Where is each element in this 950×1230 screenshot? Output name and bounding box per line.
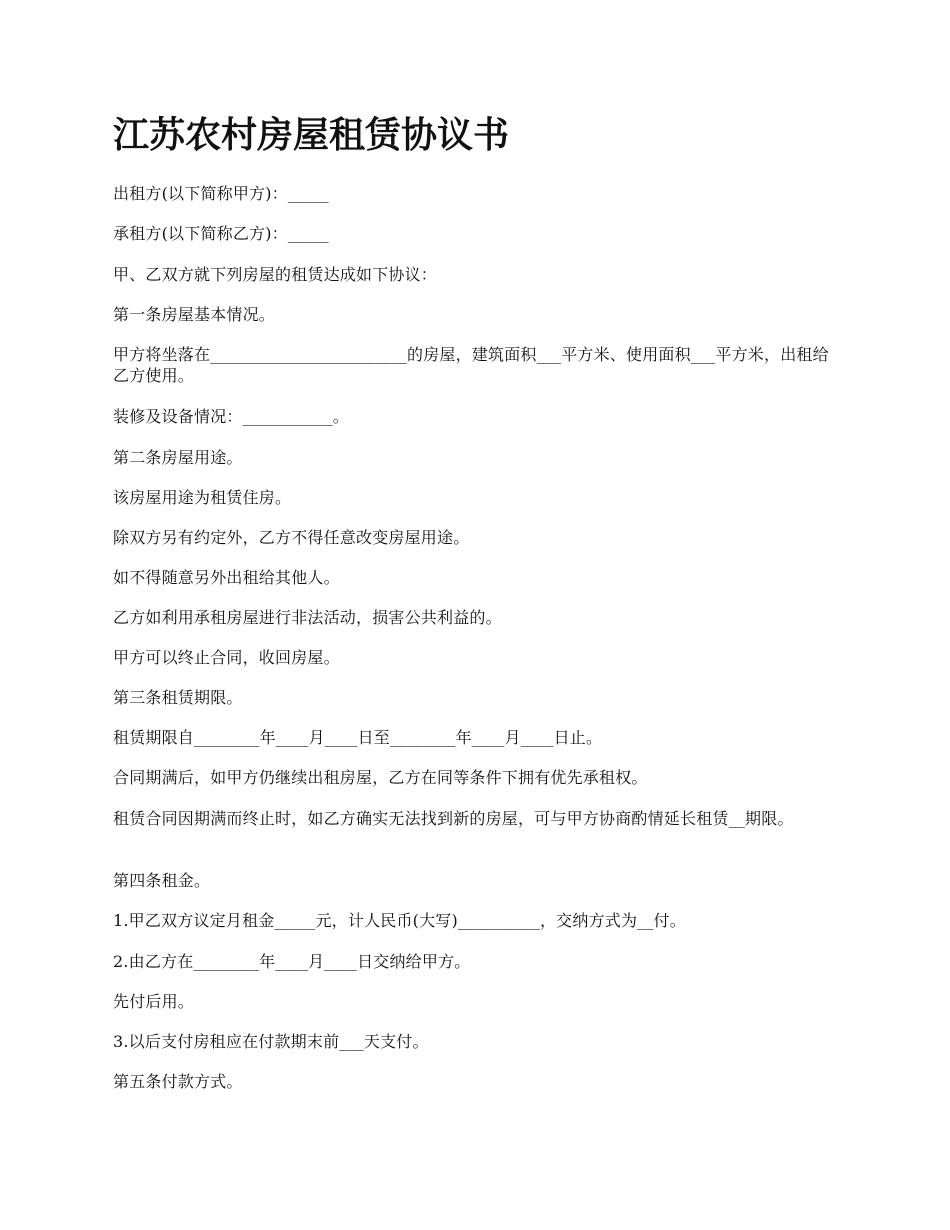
paragraph: 第一条房屋基本情况。 [113,305,276,324]
paragraph: 第四条租金。 [113,871,211,890]
paragraph: 该房屋用途为租赁住房。 [113,488,292,507]
paragraph: 第五条付款方式。 [113,1072,243,1091]
paragraph: 装修及设备情况：___________。 [113,407,350,426]
paragraph: 甲、乙双方就下列房屋的租赁达成如下协议： [113,265,438,284]
paragraph: 甲方将坐落在________________________的房屋，建筑面积___平方米、使用面积___平方米，出租给乙方使用。 [113,345,829,385]
paragraph: 租赁合同因期满而终止时，如乙方确实无法找到新的房屋，可与甲方协商酌情延长租赁__期限。 [113,809,794,828]
paragraph: 出租方(以下简称甲方)：_____ [113,184,329,203]
paragraph: 1.甲乙双方议定月租金_____元，计人民币(大写)__________，交纳方式为__付。 [113,911,686,930]
paragraph: 乙方如利用承租房屋进行非法活动，损害公共利益的。 [113,608,502,627]
paragraph: 如不得随意另外出租给其他人。 [113,568,340,587]
paragraph: 3.以后支付房租应在付款期末前___天支付。 [113,1032,429,1051]
paragraph: 先付后用。 [113,992,195,1011]
paragraph: 第二条房屋用途。 [113,448,243,467]
document-title: 江苏农村房屋租赁协议书 [113,115,510,156]
paragraph: 承租方(以下简称乙方)：_____ [113,224,329,243]
paragraph: 租赁期限自________年____月____日至________年____月____日止。 [113,728,603,747]
paragraph: 除双方另有约定外，乙方不得任意改变房屋用途。 [113,528,470,547]
paragraph: 第三条租赁期限。 [113,688,243,707]
paragraph: 合同期满后，如甲方仍继续出租房屋，乙方在同等条件下拥有优先承租权。 [113,768,648,787]
paragraph: 甲方可以终止合同，收回房屋。 [113,648,340,667]
paragraph: 2.由乙方在________年____月____日交纳给甲方。 [113,952,471,971]
